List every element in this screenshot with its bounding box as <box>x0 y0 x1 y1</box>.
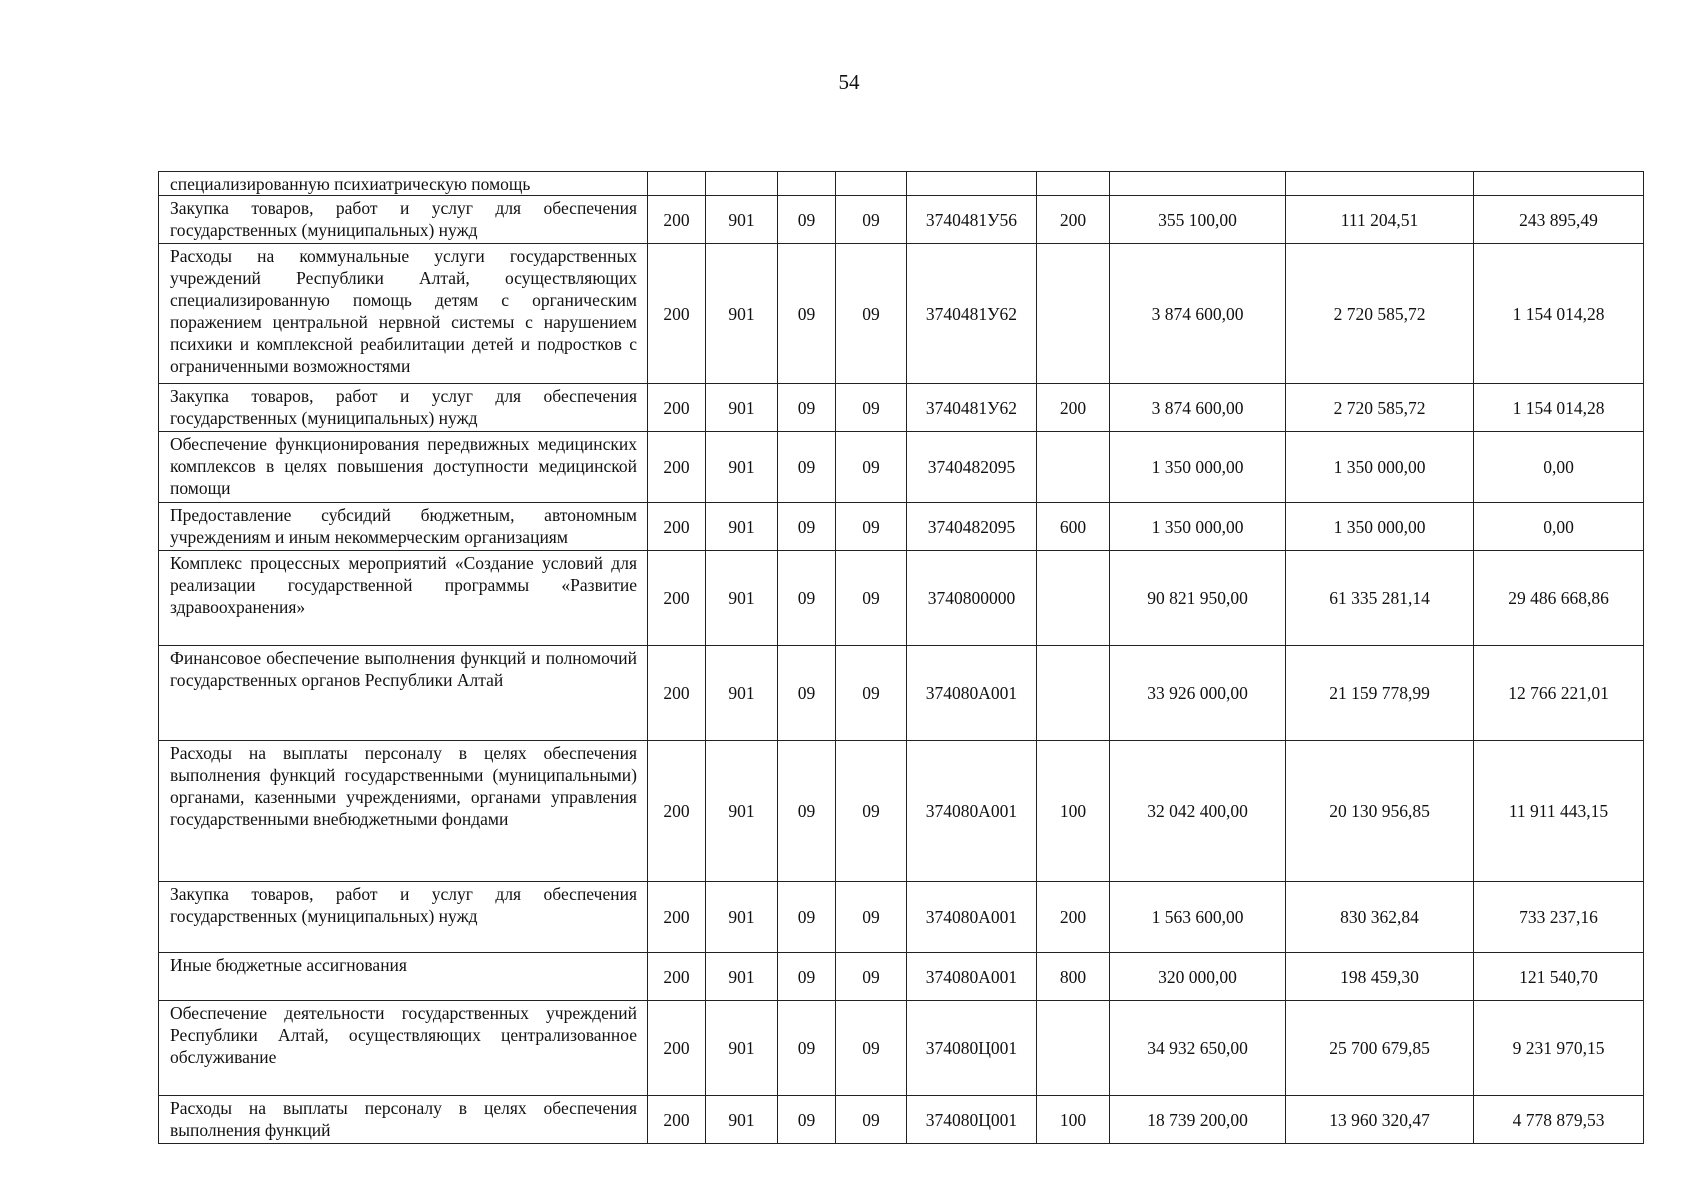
planned-amount: 32 042 400,00 <box>1110 741 1286 882</box>
table-row <box>159 196 1644 244</box>
row-description: Закупка товаров, работ и услуг для обеспечения государственных (муниципальных) нужд <box>159 384 648 432</box>
executed-amount: 20 130 956,85 <box>1286 741 1474 882</box>
ministry-code: 901 <box>706 244 778 384</box>
expense-type-code: 200 <box>1037 196 1110 244</box>
section-code: 200 <box>648 244 706 384</box>
ministry-code: 901 <box>706 882 778 953</box>
table-row <box>159 953 1644 1001</box>
expense-type-code: 200 <box>1037 882 1110 953</box>
expense-type-code <box>1037 244 1110 384</box>
target-article-code: 3740482095 <box>907 432 1037 503</box>
division-code: 09 <box>778 1001 836 1096</box>
ministry-code: 901 <box>706 953 778 1001</box>
target-article-code <box>907 172 1037 196</box>
subdivision-code: 09 <box>836 1096 907 1144</box>
planned-amount: 1 350 000,00 <box>1110 432 1286 503</box>
row-description: Финансовое обеспечение выполнения функций и полномочий государственных органов Республики Алтай <box>159 646 648 741</box>
subdivision-code: 09 <box>836 646 907 741</box>
executed-amount: 21 159 778,99 <box>1286 646 1474 741</box>
division-code: 09 <box>778 1096 836 1144</box>
subdivision-code: 09 <box>836 551 907 646</box>
section-code: 200 <box>648 551 706 646</box>
table-row <box>159 384 1644 432</box>
ministry-code: 901 <box>706 1001 778 1096</box>
executed-amount: 61 335 281,14 <box>1286 551 1474 646</box>
division-code: 09 <box>778 384 836 432</box>
remaining-amount: 11 911 443,15 <box>1474 741 1644 882</box>
table-row <box>159 432 1644 503</box>
ministry-code: 901 <box>706 432 778 503</box>
ministry-code: 901 <box>706 551 778 646</box>
expense-type-code <box>1037 1001 1110 1096</box>
planned-amount: 3 874 600,00 <box>1110 244 1286 384</box>
remaining-amount: 121 540,70 <box>1474 953 1644 1001</box>
division-code: 09 <box>778 646 836 741</box>
target-article-code: 374080Ц001 <box>907 1001 1037 1096</box>
subdivision-code: 09 <box>836 882 907 953</box>
target-article-code: 3740481У62 <box>907 244 1037 384</box>
remaining-amount: 9 231 970,15 <box>1474 1001 1644 1096</box>
ministry-code: 901 <box>706 646 778 741</box>
division-code: 09 <box>778 432 836 503</box>
target-article-code: 3740800000 <box>907 551 1037 646</box>
section-code <box>648 172 706 196</box>
expense-type-code <box>1037 172 1110 196</box>
section-code: 200 <box>648 741 706 882</box>
section-code: 200 <box>648 384 706 432</box>
table-row <box>159 551 1644 646</box>
ministry-code: 901 <box>706 196 778 244</box>
remaining-amount: 4 778 879,53 <box>1474 1096 1644 1144</box>
executed-amount: 2 720 585,72 <box>1286 244 1474 384</box>
executed-amount: 2 720 585,72 <box>1286 384 1474 432</box>
subdivision-code: 09 <box>836 432 907 503</box>
section-code: 200 <box>648 882 706 953</box>
table-row <box>159 1001 1644 1096</box>
executed-amount: 111 204,51 <box>1286 196 1474 244</box>
target-article-code: 3740481У62 <box>907 384 1037 432</box>
ministry-code: 901 <box>706 384 778 432</box>
table-row <box>159 172 1644 196</box>
planned-amount: 3 874 600,00 <box>1110 384 1286 432</box>
section-code: 200 <box>648 1001 706 1096</box>
expense-type-code: 800 <box>1037 953 1110 1001</box>
executed-amount <box>1286 172 1474 196</box>
ministry-code: 901 <box>706 741 778 882</box>
division-code: 09 <box>778 196 836 244</box>
remaining-amount: 29 486 668,86 <box>1474 551 1644 646</box>
row-description: Расходы на выплаты персоналу в целях обеспечения выполнения функций <box>159 1096 648 1144</box>
division-code: 09 <box>778 503 836 551</box>
row-description: Закупка товаров, работ и услуг для обеспечения государственных (муниципальных) нужд <box>159 196 648 244</box>
table-row <box>159 244 1644 384</box>
remaining-amount <box>1474 172 1644 196</box>
division-code <box>778 172 836 196</box>
subdivision-code: 09 <box>836 384 907 432</box>
planned-amount: 34 932 650,00 <box>1110 1001 1286 1096</box>
division-code: 09 <box>778 244 836 384</box>
section-code: 200 <box>648 196 706 244</box>
ministry-code: 901 <box>706 1096 778 1144</box>
executed-amount: 198 459,30 <box>1286 953 1474 1001</box>
section-code: 200 <box>648 503 706 551</box>
remaining-amount: 1 154 014,28 <box>1474 244 1644 384</box>
expense-type-code <box>1037 551 1110 646</box>
subdivision-code: 09 <box>836 503 907 551</box>
target-article-code: 3740482095 <box>907 503 1037 551</box>
row-description: Предоставление субсидий бюджетным, автономным учреждениям и иным некоммерческим организациям <box>159 503 648 551</box>
division-code: 09 <box>778 741 836 882</box>
expense-type-code: 200 <box>1037 384 1110 432</box>
subdivision-code <box>836 172 907 196</box>
table-row <box>159 882 1644 953</box>
table-row <box>159 503 1644 551</box>
row-description: специализированную психиатрическую помощь <box>159 172 648 196</box>
page-number: 54 <box>838 70 860 94</box>
row-description: Расходы на выплаты персоналу в целях обеспечения выполнения функций государственными (муниципальными) органами, казенными учреждениями, органами управления государственными внебюджетными фондами <box>159 741 648 882</box>
section-code: 200 <box>648 432 706 503</box>
remaining-amount: 0,00 <box>1474 432 1644 503</box>
row-description: Обеспечение деятельности государственных учреждений Республики Алтай, осуществляющих централизованное обслуживание <box>159 1001 648 1096</box>
executed-amount: 830 362,84 <box>1286 882 1474 953</box>
subdivision-code: 09 <box>836 1001 907 1096</box>
planned-amount: 1 563 600,00 <box>1110 882 1286 953</box>
division-code: 09 <box>778 551 836 646</box>
planned-amount: 1 350 000,00 <box>1110 503 1286 551</box>
row-description: Расходы на коммунальные услуги государственных учреждений Республики Алтай, осуществляющих специализированную помощь детям с органическим поражением центральной нервной системы с нарушением психики и комплексной реабилитации детей и подростков с ограниченными возможностями <box>159 244 648 384</box>
table-body <box>159 172 1644 1144</box>
target-article-code: 374080А001 <box>907 882 1037 953</box>
subdivision-code: 09 <box>836 953 907 1001</box>
planned-amount: 90 821 950,00 <box>1110 551 1286 646</box>
table-row <box>159 741 1644 882</box>
table-row <box>159 646 1644 741</box>
division-code: 09 <box>778 953 836 1001</box>
target-article-code: 374080А001 <box>907 953 1037 1001</box>
subdivision-code: 09 <box>836 244 907 384</box>
target-article-code: 374080А001 <box>907 646 1037 741</box>
expense-type-code: 600 <box>1037 503 1110 551</box>
remaining-amount: 733 237,16 <box>1474 882 1644 953</box>
row-description: Иные бюджетные ассигнования <box>159 953 648 1001</box>
remaining-amount: 1 154 014,28 <box>1474 384 1644 432</box>
planned-amount: 355 100,00 <box>1110 196 1286 244</box>
expense-type-code: 100 <box>1037 1096 1110 1144</box>
section-code: 200 <box>648 1096 706 1144</box>
target-article-code: 374080А001 <box>907 741 1037 882</box>
subdivision-code: 09 <box>836 196 907 244</box>
planned-amount: 320 000,00 <box>1110 953 1286 1001</box>
executed-amount: 13 960 320,47 <box>1286 1096 1474 1144</box>
budget-table <box>158 171 1644 1144</box>
executed-amount: 25 700 679,85 <box>1286 1001 1474 1096</box>
table-row <box>159 1096 1644 1144</box>
expense-type-code <box>1037 432 1110 503</box>
remaining-amount: 12 766 221,01 <box>1474 646 1644 741</box>
expense-type-code: 100 <box>1037 741 1110 882</box>
division-code: 09 <box>778 882 836 953</box>
subdivision-code: 09 <box>836 741 907 882</box>
target-article-code: 3740481У56 <box>907 196 1037 244</box>
row-description: Обеспечение функционирования передвижных медицинских комплексов в целях повышения доступности медицинской помощи <box>159 432 648 503</box>
section-code: 200 <box>648 953 706 1001</box>
target-article-code: 374080Ц001 <box>907 1096 1037 1144</box>
expense-type-code <box>1037 646 1110 741</box>
remaining-amount: 243 895,49 <box>1474 196 1644 244</box>
planned-amount: 18 739 200,00 <box>1110 1096 1286 1144</box>
planned-amount <box>1110 172 1286 196</box>
executed-amount: 1 350 000,00 <box>1286 432 1474 503</box>
planned-amount: 33 926 000,00 <box>1110 646 1286 741</box>
ministry-code: 901 <box>706 503 778 551</box>
remaining-amount: 0,00 <box>1474 503 1644 551</box>
row-description: Комплекс процессных мероприятий «Создание условий для реализации государственной программы «Развитие здравоохранения» <box>159 551 648 646</box>
section-code: 200 <box>648 646 706 741</box>
ministry-code <box>706 172 778 196</box>
row-description: Закупка товаров, работ и услуг для обеспечения государственных (муниципальных) нужд <box>159 882 648 953</box>
executed-amount: 1 350 000,00 <box>1286 503 1474 551</box>
